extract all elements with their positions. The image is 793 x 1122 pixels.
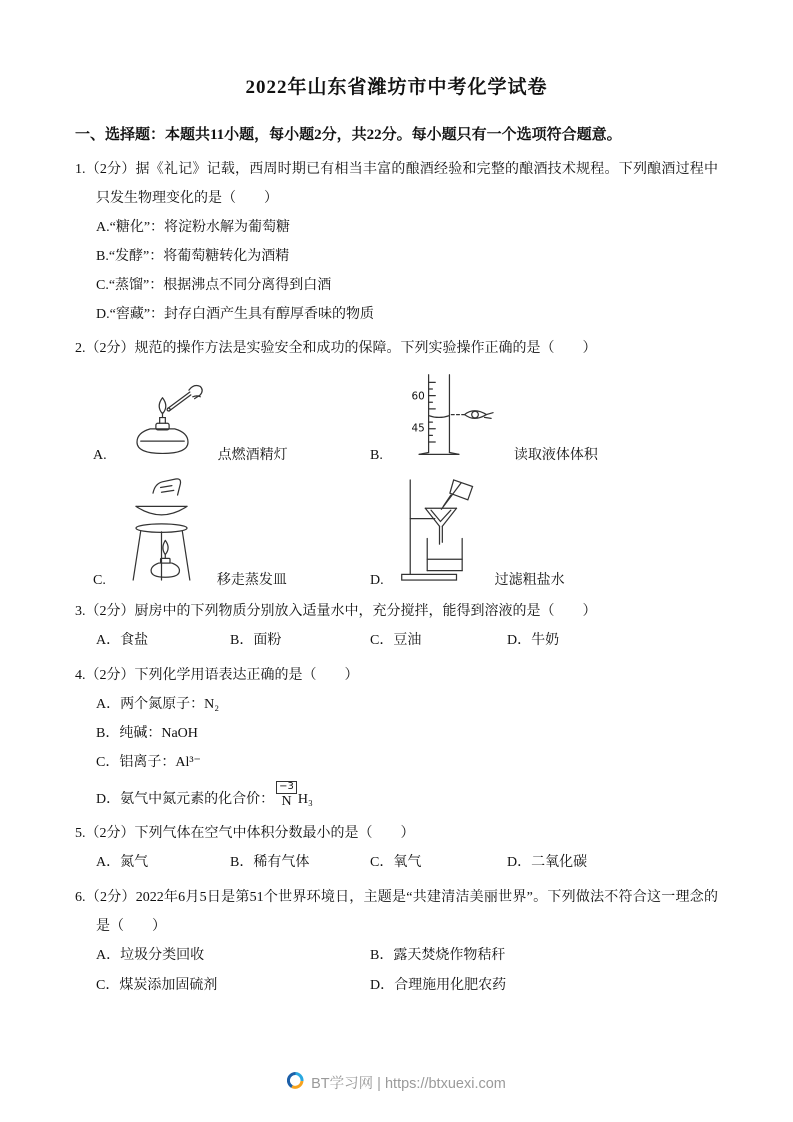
question-3 bbox=[75, 597, 718, 656]
figure-d-caption: 过滤粗盐水 bbox=[494, 573, 565, 588]
figure-option-a bbox=[93, 371, 352, 466]
option-d: D．二氧化碳 bbox=[507, 855, 588, 870]
question-2 bbox=[75, 334, 718, 591]
question-1 bbox=[75, 155, 718, 329]
option-d: D.“窖藏”：封存白酒产生具有醇厚香味的物质 bbox=[96, 307, 375, 322]
figure-option-d bbox=[370, 474, 565, 591]
figure-b-label: B. bbox=[370, 448, 383, 463]
option-c: C．铝离子：Al³⁻ bbox=[96, 755, 201, 770]
option-d bbox=[75, 781, 718, 814]
question-3-options bbox=[75, 626, 718, 656]
option-a: A．氮气 bbox=[96, 855, 149, 870]
question-2-figure-row-2 bbox=[75, 474, 718, 591]
option-a: A．两个氮原子：N₂ bbox=[96, 697, 220, 712]
footer-watermark bbox=[0, 1072, 793, 1093]
question-5 bbox=[75, 819, 718, 878]
option-d: D．合理施用化肥农药 bbox=[370, 978, 507, 993]
option-b: B．纯碱：NaOH bbox=[96, 726, 198, 741]
alcohol-lamp-lighting-figure bbox=[120, 376, 205, 466]
option-b: B.“发酵”：将葡萄糖转化为酒精 bbox=[96, 249, 290, 264]
valence-element: N bbox=[281, 794, 292, 809]
valence-number: −3 bbox=[276, 781, 297, 794]
option-b: B．露天焚烧作物秸秆 bbox=[370, 948, 506, 963]
figure-a-caption: 点燃酒精灯 bbox=[217, 448, 288, 463]
option-a: A．垃圾分类回收 bbox=[96, 948, 205, 963]
graduated-cylinder-reading-figure bbox=[396, 371, 501, 466]
option-a: A.“糖化”：将淀粉水解为葡萄糖 bbox=[96, 220, 291, 235]
question-5-options bbox=[75, 848, 718, 878]
option-d: D．牛奶 bbox=[507, 633, 560, 648]
option-d-label: D．氨气中氮元素的化合价： bbox=[96, 792, 275, 807]
figure-d-label: D. bbox=[370, 573, 384, 588]
question-6-stem: 6.（2分）2022年6月5日是第51个世界环境日，主题是“共建清洁美丽世界”。下列做法不符合这一理念的是（ ） bbox=[75, 890, 718, 934]
figure-c-caption: 移走蒸发皿 bbox=[216, 573, 287, 588]
option-a: A．食盐 bbox=[96, 633, 149, 648]
filtration-setup-figure bbox=[397, 474, 482, 591]
figure-c-label: C. bbox=[93, 573, 106, 588]
option-b: B．面粉 bbox=[230, 633, 282, 648]
question-4 bbox=[75, 661, 718, 814]
option-d-suffix: H₃ bbox=[297, 792, 313, 807]
option-b: B．稀有气体 bbox=[230, 855, 310, 870]
figure-a-label: A. bbox=[93, 448, 107, 463]
section-header: 一、选择题：本题共11小题，每小题2分，共22分。每小题只有一个选项符合题意。 bbox=[75, 127, 622, 143]
question-3-stem: 3.（2分）厨房中的下列物质分别放入适量水中，充分搅拌，能得到溶液的是（ ） bbox=[75, 604, 597, 619]
site-logo-icon bbox=[287, 1072, 304, 1093]
question-2-figure-row-1 bbox=[75, 371, 718, 466]
footer-text: BT学习网 | https://btxuexi.com bbox=[311, 1076, 506, 1092]
figure-option-c bbox=[93, 474, 352, 591]
option-c: C.“蒸馏”：根据沸点不同分离得到白酒 bbox=[96, 278, 332, 293]
option-c: C．豆油 bbox=[370, 633, 422, 648]
valence-notation bbox=[276, 781, 297, 809]
option-c: C．煤炭添加固硫剂 bbox=[96, 978, 218, 993]
figure-b-caption: 读取液体体积 bbox=[513, 448, 598, 463]
figure-option-b bbox=[370, 371, 598, 466]
svg-text:45: 45 bbox=[411, 422, 425, 435]
question-1-options bbox=[75, 213, 718, 329]
evaporating-dish-removal-figure bbox=[119, 474, 204, 591]
question-5-stem: 5.（2分）下列气体在空气中体积分数最小的是（ ） bbox=[75, 826, 415, 841]
option-c: C．氧气 bbox=[370, 855, 422, 870]
question-6 bbox=[75, 883, 718, 1001]
question-2-stem: 2.（2分）规范的操作方法是实验安全和成功的保障。下列实验操作正确的是（ ） bbox=[75, 341, 597, 356]
question-1-stem: 1.（2分）据《礼记》记载，西周时期已有相当丰富的酿酒经验和完整的酿酒技术规程。下列酿酒过程中只发生物理变化的是（ ） bbox=[75, 162, 718, 206]
svg-text:60: 60 bbox=[411, 390, 425, 403]
question-6-options-row-1 bbox=[75, 941, 718, 971]
question-6-options-row-2 bbox=[75, 971, 718, 1001]
question-4-stem: 4.（2分）下列化学用语表达正确的是（ ） bbox=[75, 668, 359, 683]
question-4-options bbox=[75, 690, 718, 777]
page-title: 2022年山东省潍坊市中考化学试卷 bbox=[245, 77, 548, 98]
